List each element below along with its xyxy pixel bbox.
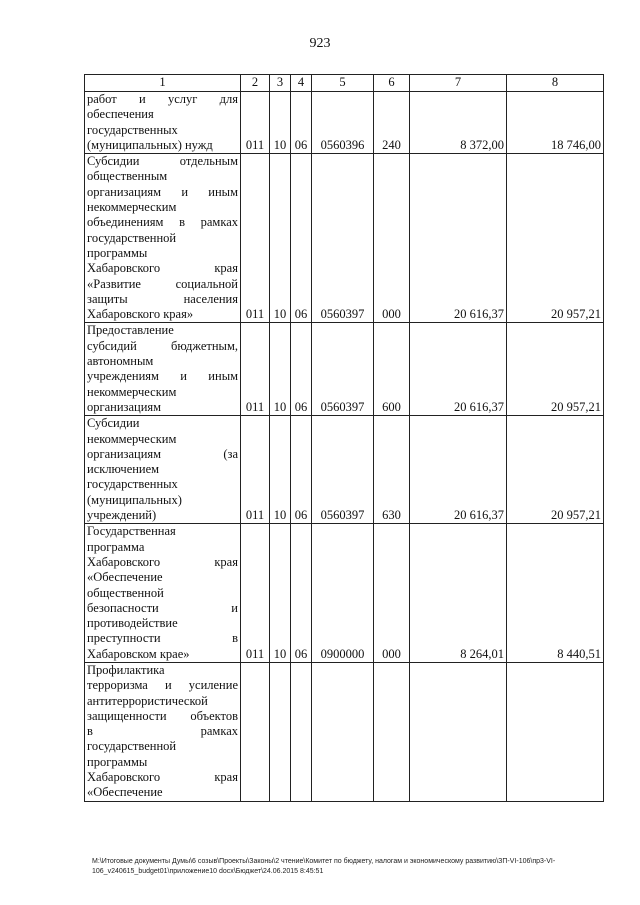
expense-type-cell xyxy=(374,662,410,801)
row-name-line: автономным xyxy=(87,354,154,369)
row-name-line: общественной xyxy=(87,585,164,600)
row-name-line: обеспечения xyxy=(87,107,154,122)
subsection-code-cell: 06 xyxy=(291,524,312,663)
expense-type-cell: 000 xyxy=(374,154,410,323)
row-name-line: Хабаровского края» xyxy=(87,307,194,322)
amount-year1-cell: 20 616,37 xyxy=(410,323,507,416)
row-name-line: Хабаровского края xyxy=(87,554,238,569)
subsection-code-cell xyxy=(291,662,312,801)
target-article-cell: 0560397 xyxy=(312,323,374,416)
row-name-line: противодействие xyxy=(87,616,178,631)
ministry-code-cell: 011 xyxy=(241,416,270,524)
row-name-line: Субсидии xyxy=(87,416,140,431)
row-name-line: Хабаровском крае» xyxy=(87,646,190,661)
row-name-line: преступности в xyxy=(87,631,238,646)
row-name-line: государственной xyxy=(87,739,177,754)
amount-year1-cell: 20 616,37 xyxy=(410,154,507,323)
col-header-5: 5 xyxy=(312,75,374,92)
row-name-line: защищенности объектов xyxy=(87,708,238,723)
subsection-code-cell: 06 xyxy=(291,416,312,524)
row-name-line: программы xyxy=(87,754,148,769)
row-name-cell xyxy=(85,323,241,416)
amount-year2-cell: 20 957,21 xyxy=(507,416,604,524)
table-row xyxy=(85,154,604,323)
row-name-line: Предоставление xyxy=(87,323,174,338)
row-name-line: объединениям в рамках xyxy=(87,215,238,230)
amount-year2-cell: 8 440,51 xyxy=(507,524,604,663)
row-name-line: организациям xyxy=(87,399,162,414)
row-name-line: (муниципальных) xyxy=(87,492,182,507)
section-code-cell: 10 xyxy=(270,92,291,154)
footer-line-2: 106_v240615_budget01\приложение10 docx\Бюджет\24.06.2015 8:45:51 xyxy=(92,868,324,875)
section-code-cell: 10 xyxy=(270,524,291,663)
row-name-cell xyxy=(85,416,241,524)
row-name-line: некоммерческим xyxy=(87,200,177,215)
row-name-line: Хабаровского края xyxy=(87,770,238,785)
ministry-code-cell: 011 xyxy=(241,154,270,323)
row-name-line: «Обеспечение xyxy=(87,785,163,800)
file-path-footer xyxy=(92,857,612,877)
ministry-code-cell: 011 xyxy=(241,92,270,154)
amount-year2-cell: 20 957,21 xyxy=(507,323,604,416)
row-name-line: Субсидии отдельным xyxy=(87,154,238,169)
subsection-code-cell: 06 xyxy=(291,323,312,416)
col-header-1: 1 xyxy=(85,75,241,92)
target-article-cell: 0560397 xyxy=(312,154,374,323)
row-name-line: (муниципальных) нужд xyxy=(87,137,213,152)
table-row xyxy=(85,323,604,416)
amount-year2-cell xyxy=(507,662,604,801)
col-header-8: 8 xyxy=(507,75,604,92)
table-row xyxy=(85,662,604,801)
row-name-cell xyxy=(85,662,241,801)
row-name-line: программа xyxy=(87,539,145,554)
target-article-cell: 0560397 xyxy=(312,416,374,524)
ministry-code-cell: 011 xyxy=(241,323,270,416)
budget-table xyxy=(84,74,604,802)
row-name-line: «Развитие социальной xyxy=(87,276,238,291)
row-name-line: «Обеспечение xyxy=(87,570,163,585)
subsection-code-cell: 06 xyxy=(291,154,312,323)
amount-year2-cell: 20 957,21 xyxy=(507,154,604,323)
row-name-line: исключением xyxy=(87,462,160,477)
row-name-line: организациям и иным xyxy=(87,184,238,199)
row-name-line: программы xyxy=(87,245,148,260)
col-header-7: 7 xyxy=(410,75,507,92)
row-name-line: работ и услуг для xyxy=(87,92,238,106)
table-row xyxy=(85,92,604,154)
row-name-line: Государственная xyxy=(87,524,176,539)
row-name-line: организациям (за xyxy=(87,446,238,461)
row-name-line: в рамках xyxy=(87,724,238,739)
ministry-code-cell: 011 xyxy=(241,524,270,663)
col-header-4: 4 xyxy=(291,75,312,92)
row-name-line: некоммерческим xyxy=(87,384,177,399)
row-name-line: защиты населения xyxy=(87,291,238,306)
row-name-line: учреждений) xyxy=(87,508,157,523)
section-code-cell xyxy=(270,662,291,801)
col-header-2: 2 xyxy=(241,75,270,92)
ministry-code-cell xyxy=(241,662,270,801)
table-row xyxy=(85,524,604,663)
expense-type-cell: 240 xyxy=(374,92,410,154)
footer-line-1: М:\Итоговые документы Думы\6 созыв\Проекты\Законы\2 чтение\Комитет по бюджету, налогам и экономическому развитию\ЗП-VI-106\пр3-VI- xyxy=(92,858,556,865)
row-name-line: общественным xyxy=(87,169,168,184)
row-name-cell xyxy=(85,92,241,154)
row-name-line: учреждениям и иным xyxy=(87,369,238,384)
row-name-cell xyxy=(85,154,241,323)
expense-type-cell: 600 xyxy=(374,323,410,416)
subsection-code-cell: 06 xyxy=(291,92,312,154)
expense-type-cell: 630 xyxy=(374,416,410,524)
section-code-cell: 10 xyxy=(270,154,291,323)
col-header-3: 3 xyxy=(270,75,291,92)
header-row xyxy=(85,75,604,92)
section-code-cell: 10 xyxy=(270,416,291,524)
col-header-6: 6 xyxy=(374,75,410,92)
row-name-line: государственных xyxy=(87,122,178,137)
row-name-cell xyxy=(85,524,241,663)
amount-year2-cell: 18 746,00 xyxy=(507,92,604,154)
row-name-line: безопасности и xyxy=(87,600,238,615)
row-name-line: некоммерческим xyxy=(87,431,177,446)
section-code-cell: 10 xyxy=(270,323,291,416)
row-name-line: государственной xyxy=(87,230,177,245)
table-row xyxy=(85,416,604,524)
row-name-line: антитеррористической xyxy=(87,693,208,708)
amount-year1-cell: 20 616,37 xyxy=(410,416,507,524)
row-name-line: Профилактика xyxy=(87,662,165,677)
expense-type-cell: 000 xyxy=(374,524,410,663)
row-name-line: терроризма и усиление xyxy=(87,678,238,693)
target-article-cell: 0900000 xyxy=(312,524,374,663)
page-number: 923 xyxy=(309,36,331,51)
row-name-line: Хабаровского края xyxy=(87,261,238,276)
amount-year1-cell: 8 264,01 xyxy=(410,524,507,663)
amount-year1-cell xyxy=(410,662,507,801)
row-name-line: государственных xyxy=(87,477,178,492)
target-article-cell xyxy=(312,662,374,801)
target-article-cell: 0560396 xyxy=(312,92,374,154)
row-name-line: субсидий бюджетным, xyxy=(87,338,238,353)
amount-year1-cell: 8 372,00 xyxy=(410,92,507,154)
